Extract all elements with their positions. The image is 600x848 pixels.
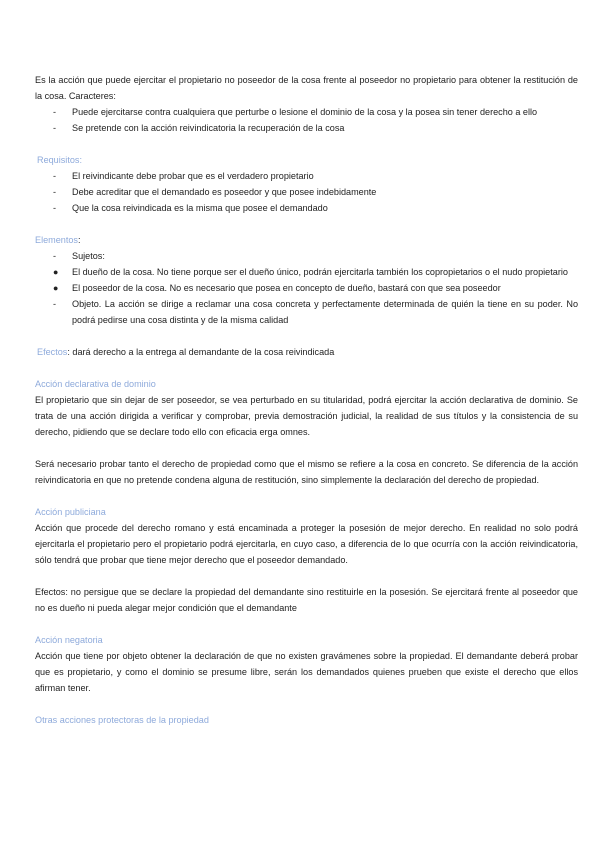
- list-item: [35, 248, 578, 264]
- list-item-text: Debe acreditar que el demandado es poseedor y que posee indebidamente: [72, 187, 377, 197]
- list-item-text: El dueño de la cosa. No tiene porque ser el dueño único, podrán ejercitarla también los copropietarios o el nudo propietario: [72, 267, 568, 277]
- section-heading-elementos: [35, 232, 578, 248]
- elementos-heading-text: Elementos: [35, 235, 78, 245]
- publiciana-paragraph-2: Efectos: no persigue que se declare la propiedad del demandante sino restituirle en la posesión. Se ejercitará frente al poseedor que no es dueño ni pueda alegar mejor condición que el demandante: [35, 587, 578, 613]
- section-heading-requisitos: Requisitos:: [37, 155, 82, 165]
- elementos-heading-colon: :: [77, 235, 81, 245]
- list-item-text: El reivindicante debe probar que es el verdadero propietario: [72, 171, 314, 181]
- declarativa-paragraph-1: El propietario que sin dejar de ser poseedor, se vea perturbado en su titularidad, podrá ejercitar la acción declarativa de dominio. Se trata de una acción dirigida a verificar y comprobar, previa demostración judicial, la realidad de sus títulos y la consistencia de su derecho, pidiendo que se declare todo ello con eficacia erga omnes.: [35, 395, 578, 437]
- requisitos-list: [35, 168, 578, 216]
- list-item: [35, 184, 578, 200]
- section-heading-otras: Otras acciones protectoras de la propiedad: [35, 715, 209, 725]
- elementos-list: [35, 248, 578, 328]
- list-item: [35, 296, 578, 328]
- list-item: [35, 168, 578, 184]
- section-heading-publiciana: Acción publiciana: [35, 507, 106, 517]
- list-item: [35, 120, 578, 136]
- list-item-text: Se pretende con la acción reivindicatoria la recuperación de la cosa: [72, 123, 345, 133]
- list-item-text: Sujetos:: [72, 251, 105, 261]
- list-item: [35, 280, 578, 296]
- list-item-text: Objeto. La acción se dirige a reclamar una cosa concreta y perfectamente determinada de quién la tiene en su poder. No podrá pedirse una cosa distinta y de la misma calidad: [72, 299, 578, 325]
- list-item-text: El poseedor de la cosa. No es necesario que posea en concepto de dueño, bastará con que sea poseedor: [72, 283, 501, 293]
- section-heading-negatoria: Acción negatoria: [35, 635, 103, 645]
- list-item-text: Que la cosa reivindicada es la misma que posee el demandado: [72, 203, 328, 213]
- list-item: [35, 200, 578, 216]
- caracteres-list: [35, 104, 578, 136]
- list-marker: -: [53, 299, 57, 309]
- list-marker: -: [53, 107, 57, 117]
- declarativa-paragraph-2: Será necesario probar tanto el derecho de propiedad como que el mismo se refiere a la cosa en concreto. Se diferencia de la acción reivindicatoria en que no pretende condena alguna de restitución, sino simplemente la declaración del derecho de propiedad.: [35, 459, 578, 485]
- list-item: [35, 264, 578, 280]
- section-heading-declarativa: Acción declarativa de dominio: [35, 379, 156, 389]
- list-marker: -: [53, 187, 57, 197]
- efectos-heading: Efectos: [37, 347, 68, 357]
- efectos-text: : dará derecho a la entrega al demandante de la cosa reivindicada: [67, 347, 335, 357]
- bullet-marker: ●: [53, 267, 59, 277]
- list-marker: -: [53, 123, 57, 133]
- list-marker: -: [53, 251, 57, 261]
- document-page: [35, 72, 578, 728]
- list-marker: -: [53, 171, 57, 181]
- negatoria-paragraph-1: Acción que tiene por objeto obtener la declaración de que no existen gravámenes sobre la propiedad. El demandante deberá probar que es propietario, y como el dominio se presume libre, serán los demandados quienes prueben que existe el derecho que ellos afirman tener.: [35, 651, 578, 693]
- list-marker: -: [53, 203, 57, 213]
- intro-paragraph: Es la acción que puede ejercitar el propietario no poseedor de la cosa frente al poseedor no propietario para obtener la restitución de la cosa. Caracteres:: [35, 75, 578, 101]
- list-item-text: Puede ejercitarse contra cualquiera que perturbe o lesione el dominio de la cosa y la posea sin tener derecho a ello: [72, 107, 538, 117]
- list-item: [35, 104, 578, 120]
- publiciana-paragraph-1: Acción que procede del derecho romano y está encaminada a proteger la posesión de mejor derecho. En realidad no solo podrá ejercitarla el propietario pero el propietario podrá ejercitarla, en cuyo caso, a diferencia de lo que ocurría con la acción reivindicatoria, sólo tendrá que probar que tiene mejor derecho que el poseedor demandado.: [35, 523, 578, 565]
- bullet-marker: ●: [53, 283, 59, 293]
- efectos-line: [37, 344, 578, 360]
